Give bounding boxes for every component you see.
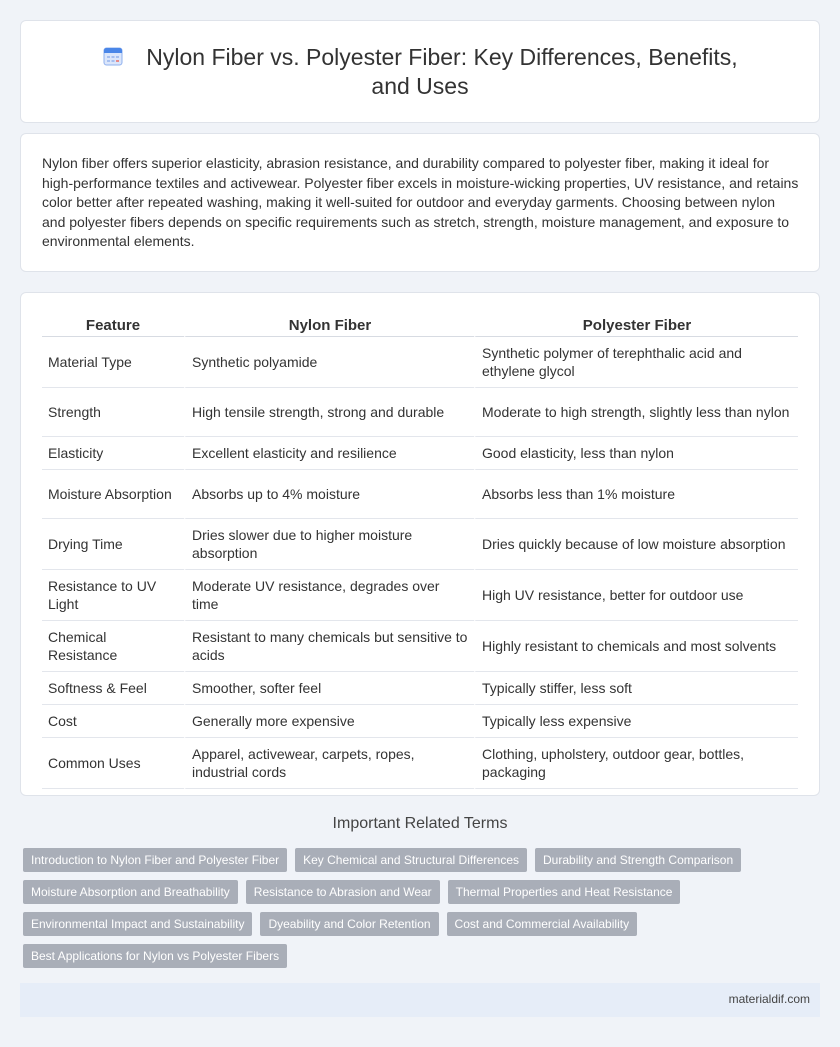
feature-cell: Common Uses — [42, 738, 184, 789]
related-term-tag[interactable]: Environmental Impact and Sustainability — [23, 912, 252, 936]
polyester-cell: Typically stiffer, less soft — [474, 672, 798, 705]
comparison-table-card — [20, 292, 820, 796]
feature-cell: Softness & Feel — [42, 672, 184, 705]
nylon-cell: Resistant to many chemicals but sensitive to acids — [184, 621, 474, 672]
table-row — [42, 570, 798, 621]
feature-cell: Elasticity — [42, 437, 184, 470]
header-nylon: Nylon Fiber — [184, 313, 474, 337]
header-polyester: Polyester Fiber — [474, 313, 798, 337]
footer — [20, 983, 820, 1017]
related-term-tag[interactable]: Moisture Absorption and Breathability — [23, 880, 238, 904]
table-row — [42, 738, 798, 789]
feature-cell: Strength — [42, 388, 184, 437]
table-header-row — [42, 313, 798, 337]
nylon-cell: Apparel, activewear, carpets, ropes, industrial cords — [184, 738, 474, 789]
nylon-cell: Generally more expensive — [184, 705, 474, 738]
page-title-wrap — [21, 43, 819, 101]
related-term-tag[interactable]: Dyeability and Color Retention — [260, 912, 438, 936]
summary-text: Nylon fiber offers superior elasticity, abrasion resistance, and durability compared to polyester fiber, making it ideal for high-performance textiles and activewear. Polyester fiber excels in moisture-wicking properties, UV resistance, and retains color better after repeated washing, making it well-suited for outdoor and everyday garments. Choosing between nylon and polyester fibers depends on specific requirements such as stretch, strength, moisture management, and exposure to environmental elements. — [42, 155, 799, 250]
header-feature: Feature — [42, 313, 184, 337]
polyester-cell: Moderate to high strength, slightly less than nylon — [474, 388, 798, 437]
page-title: Nylon Fiber vs. Polyester Fiber: Key Differences, Benefits, and Uses — [146, 44, 738, 99]
nylon-cell: Moderate UV resistance, degrades over time — [184, 570, 474, 621]
feature-cell: Moisture Absorption — [42, 470, 184, 519]
polyester-cell: Typically less expensive — [474, 705, 798, 738]
related-term-tag[interactable]: Cost and Commercial Availability — [447, 912, 638, 936]
feature-cell: Cost — [42, 705, 184, 738]
related-term-tag[interactable]: Durability and Strength Comparison — [535, 848, 741, 872]
feature-cell: Material Type — [42, 337, 184, 388]
polyester-cell: Good elasticity, less than nylon — [474, 437, 798, 470]
polyester-cell: Dries quickly because of low moisture absorption — [474, 519, 798, 570]
related-term-tag[interactable]: Thermal Properties and Heat Resistance — [448, 880, 681, 904]
document-icon — [102, 45, 124, 67]
table-row — [42, 705, 798, 738]
table-row — [42, 470, 798, 519]
polyester-cell: Clothing, upholstery, outdoor gear, bottles, packaging — [474, 738, 798, 789]
nylon-cell: Absorbs up to 4% moisture — [184, 470, 474, 519]
polyester-cell: Absorbs less than 1% moisture — [474, 470, 798, 519]
header-card — [20, 20, 820, 123]
nylon-cell: Excellent elasticity and resilience — [184, 437, 474, 470]
nylon-cell: Synthetic polyamide — [184, 337, 474, 388]
polyester-cell: Synthetic polymer of terephthalic acid and ethylene glycol — [474, 337, 798, 388]
table-row — [42, 672, 798, 705]
table-row — [42, 437, 798, 470]
table-row — [42, 388, 798, 437]
nylon-cell: Dries slower due to higher moisture absorption — [184, 519, 474, 570]
related-term-tag[interactable]: Resistance to Abrasion and Wear — [246, 880, 440, 904]
related-term-tag[interactable]: Key Chemical and Structural Differences — [295, 848, 527, 872]
feature-cell: Resistance to UV Light — [42, 570, 184, 621]
table-row — [42, 337, 798, 388]
nylon-cell: Smoother, softer feel — [184, 672, 474, 705]
polyester-cell: Highly resistant to chemicals and most solvents — [474, 621, 798, 672]
polyester-cell: High UV resistance, better for outdoor use — [474, 570, 798, 621]
feature-cell: Drying Time — [42, 519, 184, 570]
footer-site[interactable]: materialdif.com — [728, 992, 810, 1006]
comparison-table — [42, 313, 798, 789]
feature-cell: Chemical Resistance — [42, 621, 184, 672]
related-terms-title: Important Related Terms — [332, 815, 508, 832]
related-term-tag[interactable]: Introduction to Nylon Fiber and Polyester Fiber — [23, 848, 287, 872]
table-row — [42, 519, 798, 570]
nylon-cell: High tensile strength, strong and durable — [184, 388, 474, 437]
table-row — [42, 621, 798, 672]
summary-card — [20, 133, 820, 272]
related-term-tag[interactable]: Best Applications for Nylon vs Polyester Fibers — [23, 944, 287, 968]
related-terms-tags — [23, 848, 823, 968]
